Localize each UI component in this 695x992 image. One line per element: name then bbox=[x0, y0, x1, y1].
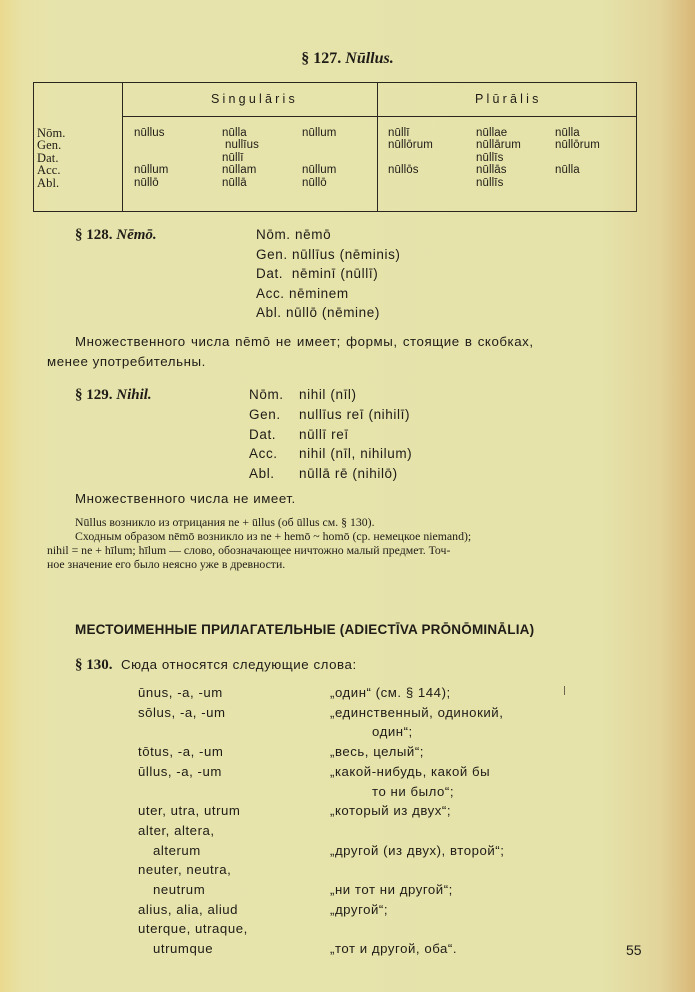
spacer bbox=[330, 919, 504, 939]
plural-feminine-column: nūllae nūllārum nūllīs nūllās nūllīs bbox=[476, 127, 521, 189]
section-number: § 129. bbox=[75, 387, 113, 403]
form-row: Acc. nēminem bbox=[256, 285, 349, 301]
latin-word: ūnus, -a, -um bbox=[138, 685, 223, 700]
meaning: „который из двух“; bbox=[330, 803, 452, 819]
meaning: „тот и другой, оба“. bbox=[330, 941, 458, 957]
section-title: Nūllus. bbox=[345, 50, 394, 67]
section-title: Nēmō. bbox=[116, 227, 157, 243]
form-row: Acc. nihil (nīl, nihilum) bbox=[249, 446, 413, 462]
form-row: Dat. nūllī reī bbox=[249, 426, 349, 442]
latin-word: tōtus, -a, -um bbox=[138, 744, 224, 760]
singular-neuter-column: nūllum nūllum nūllō bbox=[302, 127, 337, 189]
nemo-note: Множественного числа nēmō не имеет; формы, стоящие в скобках, bbox=[75, 334, 534, 349]
page-number: 55 bbox=[626, 942, 642, 958]
section-number: § 127. bbox=[301, 50, 342, 67]
form-row: Abl. nūllā rē (nihilō) bbox=[249, 466, 398, 482]
spacer bbox=[138, 782, 248, 802]
latin-words-column bbox=[138, 683, 248, 959]
section-130-heading bbox=[75, 655, 357, 675]
singular-feminine-column: nūlla nullīus nūllī nūllam nūllā bbox=[222, 127, 259, 189]
latin-word: ūllus, -a, -um bbox=[138, 763, 222, 779]
table-divider-number bbox=[377, 83, 378, 211]
meanings-column bbox=[330, 683, 504, 959]
meaning: „один“ (см. § 144); bbox=[330, 685, 451, 700]
section-129-heading bbox=[75, 387, 152, 404]
table-divider-labels bbox=[122, 83, 123, 211]
nullus-declension-table bbox=[33, 82, 637, 212]
section-number: § 130. bbox=[75, 657, 113, 673]
meaning: „другой“; bbox=[330, 901, 389, 917]
nihil-note: Множественного числа не имеет. bbox=[75, 491, 296, 506]
form-row: Nōm. nihil (nīl) bbox=[249, 387, 357, 402]
latin-word: uter, utra, utrum bbox=[138, 803, 241, 819]
nemo-note-cont: менее употребительны. bbox=[47, 354, 206, 369]
spacer bbox=[138, 722, 248, 742]
header-pluralis: Plūrālis bbox=[475, 92, 542, 106]
meaning-cont: то ни было“; bbox=[372, 783, 455, 799]
latin-word-cont: utrumque bbox=[153, 941, 214, 957]
plural-masculine-column: nūllī nūllōrum nūllōs bbox=[388, 127, 433, 177]
latin-word: neuter, neutra, bbox=[138, 862, 232, 878]
form-row: Abl. nūllō (nēmine) bbox=[256, 305, 380, 320]
meaning: „ни тот ни другой“; bbox=[330, 882, 453, 897]
section-title: Nihil. bbox=[116, 387, 152, 403]
nemo-declension bbox=[256, 225, 401, 323]
spacer bbox=[330, 860, 504, 880]
form-row: Dat. nēminī (nūllī) bbox=[256, 266, 379, 281]
latin-word: uterque, utraque, bbox=[138, 921, 248, 937]
section-127-heading bbox=[0, 50, 695, 68]
latin-word-cont: neutrum bbox=[153, 882, 206, 897]
form-row: Gen. nullīus reī (nihilī) bbox=[249, 406, 411, 422]
etymology-line-2: Сходным образом nēmō возникло из ne + hemō ~ homō (ср. немецкое niemand); bbox=[75, 529, 472, 543]
plural-neuter-column: nūlla nūllōrum nūlla bbox=[555, 127, 600, 177]
singular-masculine-column: nūllus nūllum nūllō bbox=[134, 127, 169, 189]
latin-word-cont: alterum bbox=[153, 842, 201, 858]
header-singularis: Singulāris bbox=[211, 92, 298, 106]
etymology-line-1: Nūllus возникло из отрицания ne + ūllus (об ūllus см. § 130). bbox=[75, 515, 375, 529]
form-row: Gen. nūllīus (nēminis) bbox=[256, 246, 401, 262]
chapter-heading: МЕСТОИМЕННЫЕ ПРИЛАГАТЕЛЬНЫЕ (ADIECTĪVA PRŌNŌMINĀLIA) bbox=[75, 622, 535, 637]
table-border-right bbox=[636, 83, 637, 211]
meaning: „единственный, одинокий, bbox=[330, 704, 504, 720]
print-mark bbox=[564, 686, 565, 695]
nihil-declension bbox=[249, 385, 412, 484]
meaning: „какой-нибудь, какой бы bbox=[330, 763, 491, 779]
table-border-left bbox=[33, 83, 34, 211]
latin-word: sōlus, -a, -um bbox=[138, 704, 226, 720]
meaning: „другой (из двух), второй“; bbox=[330, 842, 505, 858]
section-number: § 128. bbox=[75, 227, 113, 243]
section-intro: Сюда относятся следующие слова: bbox=[120, 657, 357, 672]
etymology-line-4: ное значение его было неясно уже в древности. bbox=[47, 557, 286, 571]
latin-word: alter, altera, bbox=[138, 822, 215, 838]
meaning-cont: один“; bbox=[372, 724, 413, 740]
table-header-rule bbox=[122, 116, 637, 117]
case-labels: Nōm. Gen. Dat. Acc. Abl. bbox=[37, 126, 66, 190]
form-row: Nōm. nēmō bbox=[256, 227, 332, 242]
etymology-line-3: nihil = ne + hīlum; hīlum — слово, обозначающее ничтожно малый предмет. Точ- bbox=[47, 543, 451, 557]
section-128-heading bbox=[75, 227, 157, 244]
latin-word: alius, alia, aliud bbox=[138, 901, 239, 917]
spacer bbox=[330, 821, 504, 841]
meaning: „весь, целый“; bbox=[330, 744, 424, 760]
